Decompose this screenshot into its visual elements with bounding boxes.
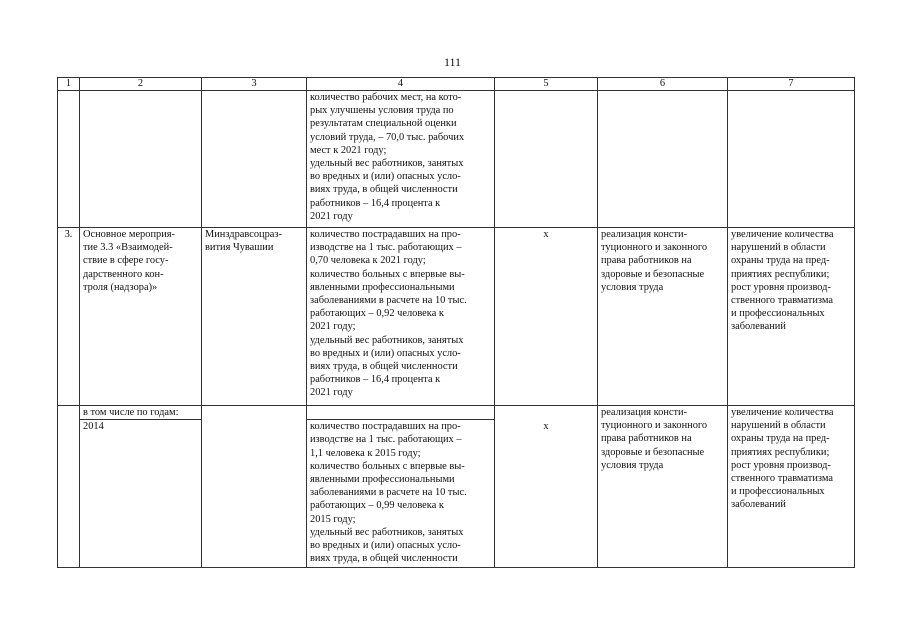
header-cell-7: 7: [728, 78, 855, 91]
cont-cell-2: [80, 91, 202, 228]
header-cell-5: 5: [495, 78, 598, 91]
header-cell-1: 1: [58, 78, 80, 91]
row-3-consequence: увеличение количества нарушений в области охраны труда на пред- приятиях республики; рост уровня производ- ственного травматизма и профессиональных заболеваний: [728, 228, 855, 406]
cont-cell-3: [202, 91, 307, 228]
row-3-indicators: количество пострадавших на про- изводстве на 1 тыс. работающих – 0,70 человека к 2021 году; количество больных с впервые вы- явленными профессиональными заболеваниями в расчете на 10 тыс. работающих – 0,92 человека к 2021 году; удельный вес работников, занятых во вредных и (или) опасных усло- виях труда, в общей численности работников – 16,4 процента к 2021 году: [307, 228, 495, 406]
years-cell-5: [495, 406, 598, 420]
header-cell-6: 6: [598, 78, 728, 91]
row-3-col5: x: [495, 228, 598, 406]
continuation-row: [58, 91, 855, 228]
program-table: [57, 77, 855, 568]
y2014-cell-1: [58, 420, 80, 568]
header-cell-2: 2: [80, 78, 202, 91]
cont-cell-5: [495, 91, 598, 228]
years-label: в том числе по годам:: [80, 406, 202, 420]
row-3-measure: Основное мероприя- тие 3.3 «Взаимодей- ствие в сфере госу- дарственного кон- троля (надзора)»: [80, 228, 202, 406]
year-2014-indicators: количество пострадавших на про- изводстве на 1 тыс. работающих – 1,1 человека к 2015 году; количество больных с впервые вы- явленными профессиональными заболеваниями в расчете на 10 тыс. работающих – 0,99 человека к 2015 году; удельный вес работников, занятых во вредных и (или) опасных усло- виях труда, в общей численности: [307, 420, 495, 568]
years-cell-3: [202, 406, 307, 420]
year-2014-label: 2014: [80, 420, 202, 568]
row-3-result: реализация консти- туционного и законного права работников на здоровые и безопасные условия труда: [598, 228, 728, 406]
years-consequence: увеличение количества нарушений в области охраны труда на пред- приятиях республики; рост уровня производ- ственного травматизма и профессиональных заболеваний: [728, 406, 855, 568]
years-result: реализация консти- туционного и законного права работников на здоровые и безопасные условия труда: [598, 406, 728, 568]
header-cell-3: 3: [202, 78, 307, 91]
row-3: [58, 228, 855, 406]
cont-cell-1: [58, 91, 80, 228]
page-number: 111: [443, 55, 462, 69]
cont-cell-7: [728, 91, 855, 228]
years-cell-4: [307, 406, 495, 420]
years-label-row: [58, 406, 855, 420]
y2014-cell-3: [202, 420, 307, 568]
header-row: [58, 78, 855, 91]
cont-indicators: количество рабочих мест, на кото- рых улучшены условия труда по результатам специальной оценки условий труда, – 70,0 тыс. рабочих мест к 2021 году; удельный вес работников, занятых во вредных и (или) опасных усло- виях труда, в общей численности работников – 16,4 процента к 2021 году: [307, 91, 495, 228]
cont-cell-6: [598, 91, 728, 228]
row-3-number: 3.: [58, 228, 80, 406]
table-bottom-border: [57, 567, 854, 568]
year-2014-col5: x: [495, 420, 598, 568]
header-cell-4: 4: [307, 78, 495, 91]
years-cell-1: [58, 406, 80, 420]
row-3-executor: Минздравсоцраз- вития Чувашии: [202, 228, 307, 406]
